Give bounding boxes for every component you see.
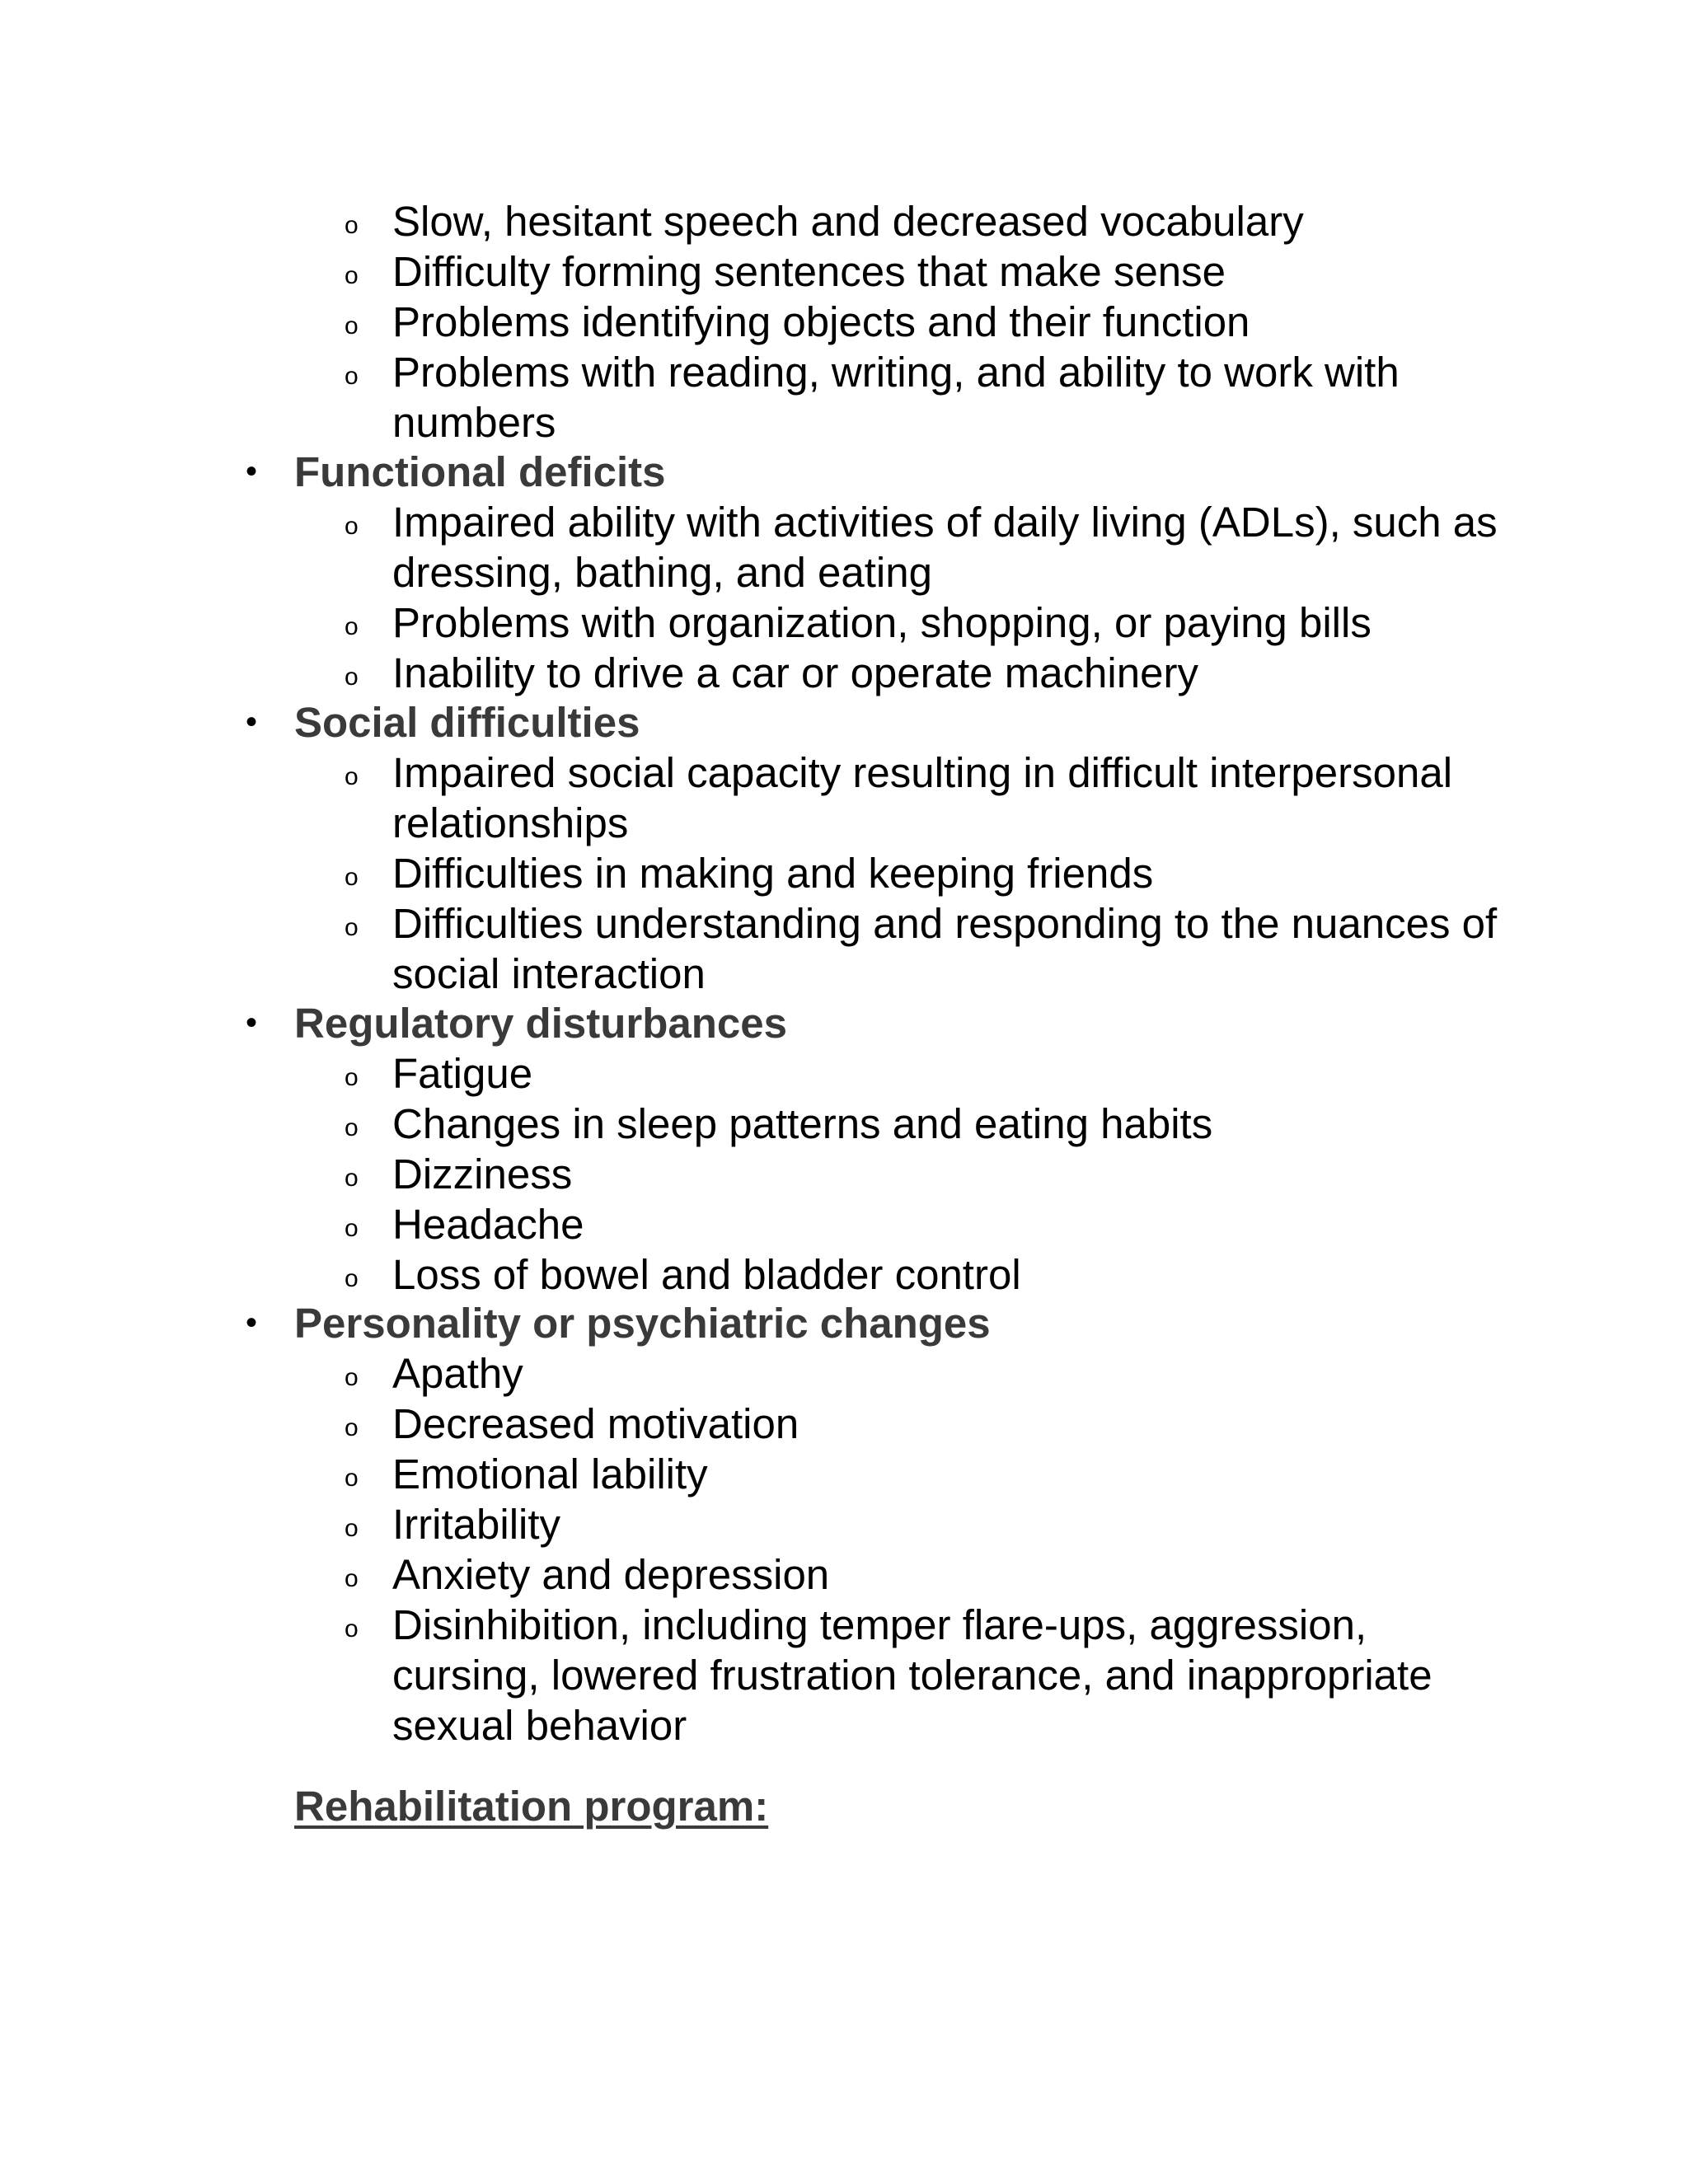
category-regulatory-disturbances	[0, 998, 1688, 1300]
hollow-bullet-icon: o	[345, 1265, 359, 1292]
list-item-text: Apathy	[392, 1350, 523, 1397]
list-item	[0, 1048, 1688, 1099]
hollow-bullet-icon: o	[345, 763, 359, 790]
list-item-text: Fatigue	[392, 1050, 533, 1097]
category-heading	[0, 998, 1688, 1048]
filled-bullet-icon: •	[246, 453, 258, 490]
hollow-bullet-icon: o	[345, 262, 359, 289]
hollow-bullet-icon: o	[345, 914, 359, 941]
list-item	[0, 196, 1688, 246]
list-item-text: Problems with organization, shopping, or paying bills	[392, 599, 1372, 646]
hollow-bullet-icon: o	[345, 363, 359, 390]
hollow-bullet-icon: o	[345, 1414, 359, 1441]
list-item-text: Emotional lability	[392, 1451, 708, 1497]
hollow-bullet-icon: o	[345, 1364, 359, 1391]
list-item-text: Impaired social capacity resulting in difficult interpersonal relationships	[392, 749, 1453, 846]
hollow-bullet-icon: o	[345, 613, 359, 640]
category-sub-list	[0, 1348, 1688, 1750]
hollow-bullet-icon: o	[345, 663, 359, 691]
list-item-text: Inability to drive a car or operate machinery	[392, 649, 1198, 696]
category-sub-list	[0, 1048, 1688, 1300]
list-item	[0, 1549, 1688, 1600]
category-sub-list	[0, 748, 1688, 999]
category-heading	[0, 1298, 1688, 1348]
hollow-bullet-icon: o	[345, 1215, 359, 1242]
list-item	[0, 246, 1688, 297]
list-item	[0, 1149, 1688, 1199]
category-title: Functional deficits	[294, 448, 666, 495]
list-item	[0, 1199, 1688, 1249]
continued-sub-list	[0, 196, 1688, 448]
list-item	[0, 297, 1688, 347]
list-item-text: Problems identifying objects and their function	[392, 298, 1250, 345]
list-item	[0, 898, 1688, 999]
filled-bullet-icon: •	[246, 1305, 258, 1341]
category-title: Regulatory disturbances	[294, 1000, 787, 1047]
section-heading-rehabilitation: Rehabilitation program:	[294, 1783, 769, 1830]
list-item-text: Loss of bowel and bladder control	[392, 1251, 1021, 1298]
list-item-text: Headache	[392, 1201, 584, 1248]
category-title: Personality or psychiatric changes	[294, 1300, 991, 1347]
list-item	[0, 1449, 1688, 1499]
list-item-text: Dizziness	[392, 1151, 573, 1197]
list-item	[0, 1600, 1688, 1750]
list-item-text: Slow, hesitant speech and decreased vocabulary	[392, 198, 1304, 245]
category-personality-changes	[0, 1298, 1688, 1750]
hollow-bullet-icon: o	[345, 1114, 359, 1141]
hollow-bullet-icon: o	[345, 1165, 359, 1192]
hollow-bullet-icon: o	[345, 1565, 359, 1592]
list-item-text: Difficulties in making and keeping friends	[392, 850, 1154, 897]
list-item	[0, 848, 1688, 898]
list-item	[0, 347, 1688, 448]
list-item-text: Impaired ability with activities of daily living (ADLs), such as dressing, bathing, and eating	[392, 499, 1498, 596]
category-title: Social difficulties	[294, 699, 640, 746]
list-item	[0, 648, 1688, 698]
hollow-bullet-icon: o	[345, 513, 359, 540]
list-item	[0, 748, 1688, 848]
list-item	[0, 1348, 1688, 1399]
list-item	[0, 1399, 1688, 1449]
list-item	[0, 1249, 1688, 1300]
list-item	[0, 1099, 1688, 1149]
category-heading	[0, 447, 1688, 497]
list-item-text: Disinhibition, including temper flare-ups, aggression, cursing, lowered frustration tolerance, and inappropriate sexual behavior	[392, 1601, 1432, 1749]
hollow-bullet-icon: o	[345, 312, 359, 340]
list-item-text: Difficulties understanding and responding to the nuances of social interaction	[392, 900, 1498, 997]
list-item-text: Decreased motivation	[392, 1400, 799, 1447]
category-heading	[0, 697, 1688, 748]
list-item	[0, 598, 1688, 648]
filled-bullet-icon: •	[246, 704, 258, 740]
hollow-bullet-icon: o	[345, 1515, 359, 1542]
category-functional-deficits	[0, 447, 1688, 698]
filled-bullet-icon: •	[246, 1005, 258, 1041]
hollow-bullet-icon: o	[345, 212, 359, 239]
list-item-text: Difficulty forming sentences that make sense	[392, 248, 1226, 295]
hollow-bullet-icon: o	[345, 864, 359, 891]
category-social-difficulties	[0, 697, 1688, 999]
list-item-text: Problems with reading, writing, and ability to work with numbers	[392, 349, 1400, 446]
list-item-text: Anxiety and depression	[392, 1551, 830, 1598]
hollow-bullet-icon: o	[345, 1064, 359, 1091]
list-item-text: Irritability	[392, 1501, 561, 1548]
category-sub-list	[0, 497, 1688, 698]
continued-list-block	[0, 196, 1688, 448]
hollow-bullet-icon: o	[345, 1615, 359, 1643]
list-item-text: Changes in sleep patterns and eating habits	[392, 1100, 1213, 1147]
list-item	[0, 1499, 1688, 1549]
hollow-bullet-icon: o	[345, 1465, 359, 1492]
list-item	[0, 497, 1688, 598]
